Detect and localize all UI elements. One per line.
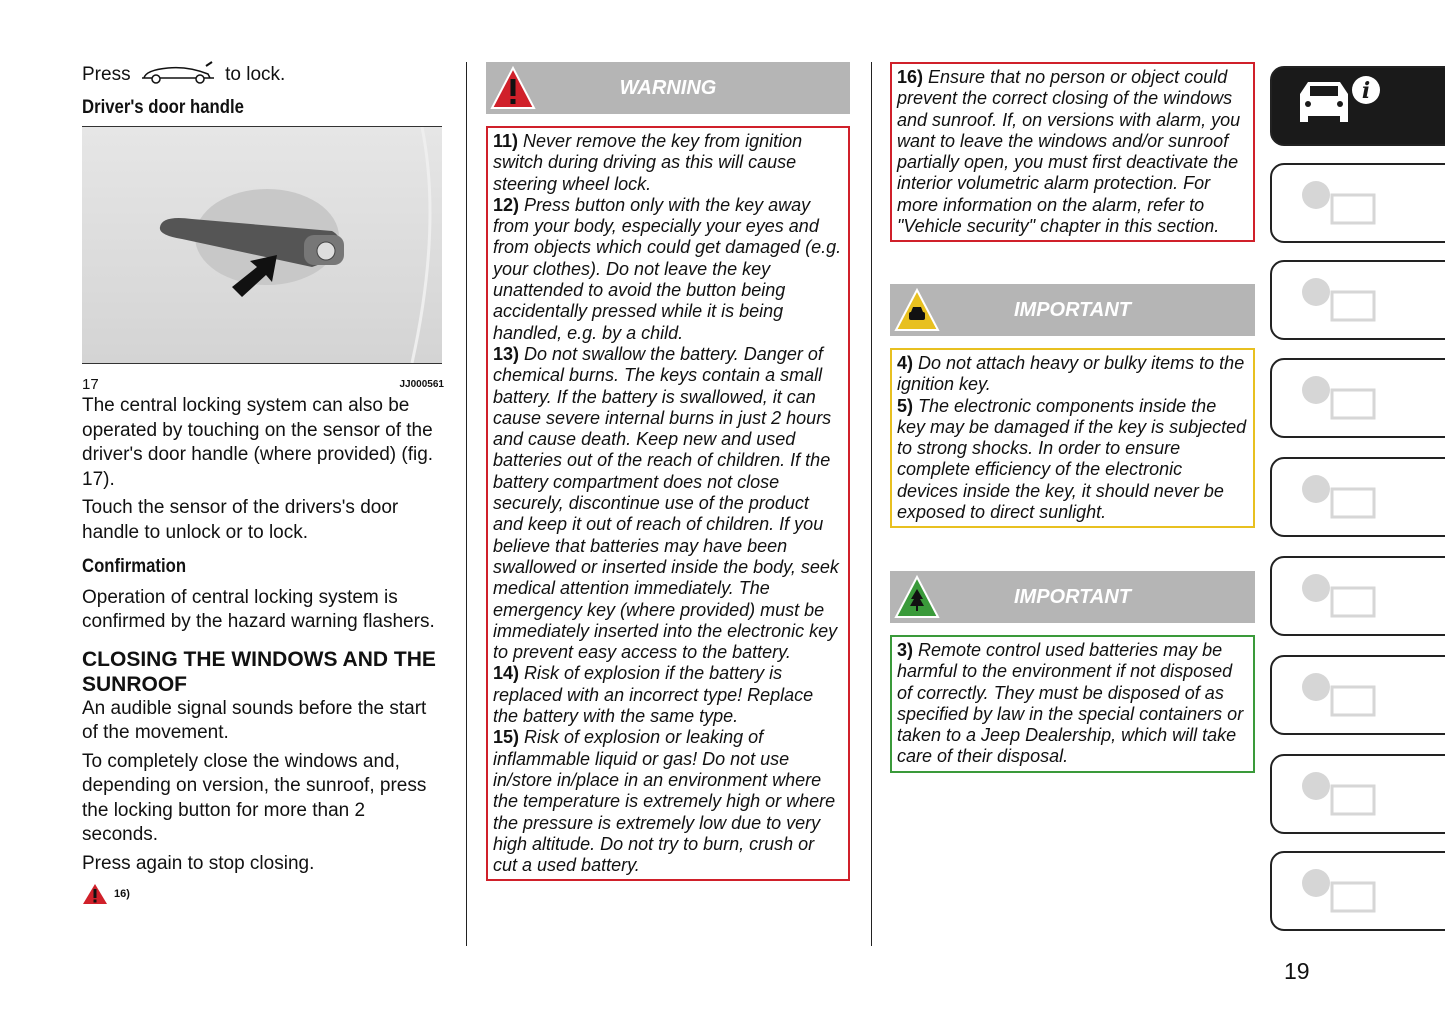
chapter-tab-car-info[interactable] [1270, 66, 1445, 146]
note-number: 13) [493, 343, 520, 364]
important-car-icon [894, 288, 940, 332]
chapter-tab-safety[interactable] [1270, 260, 1445, 340]
note-item [493, 195, 843, 344]
environment-tree-icon [894, 575, 940, 619]
important-box-key [890, 348, 1255, 528]
paragraph: Touch the sensor of the drivers's door handle to unlock or to lock. [82, 497, 399, 543]
heading-confirmation: Confirmation [82, 556, 187, 577]
door-handle-figure [82, 126, 442, 364]
important-box-environment [890, 635, 1255, 773]
note-number: 4) [897, 353, 914, 373]
note-number: 3) [897, 640, 914, 660]
paragraph: The central locking system can also be operated by touching on the sensor of the driver's door handle (where provided) (fig. 17). [82, 395, 434, 490]
warning-triangle-icon [82, 883, 108, 905]
chapter-tab-starting-driving[interactable] [1270, 358, 1445, 438]
chapter-tab-emergency[interactable] [1270, 457, 1445, 537]
note-number: 5) [897, 395, 914, 416]
index-icon [1292, 861, 1382, 922]
column-divider [466, 62, 467, 946]
note-text: The electronic components inside the key may be damaged if the key is subjected to strong shocks. In order to ensure complete efficiency of the electronic devices inside the key, it should never be exposed to direct sunlight. [897, 395, 1247, 523]
figure-code: JJ000561 [399, 379, 444, 390]
emergency-icon [1292, 467, 1382, 528]
safety-icon [1292, 270, 1382, 331]
multimedia-icon [1292, 764, 1382, 825]
warning-header: WARNING [486, 62, 850, 114]
warning-box [486, 126, 850, 881]
note-text: Risk of explosion if the battery is replaced with an incorrect type! Replace the battery with the same type. [493, 663, 814, 727]
heading-closing-windows: CLOSING THE WINDOWS AND THE SUNROOF [82, 647, 436, 696]
chapter-tab-index[interactable] [1270, 851, 1445, 931]
note-item [897, 353, 1248, 396]
paragraph: An audible signal sounds before the start of the movement. [82, 697, 427, 743]
page-number: 19 [1284, 958, 1310, 984]
note-number: 11) [493, 131, 519, 151]
chapter-tab-technical-data[interactable] [1270, 655, 1445, 735]
note-item [493, 727, 843, 876]
important-header-key: IMPORTANT [890, 284, 1255, 336]
figure-number: 17 [82, 376, 99, 393]
left-column [82, 60, 444, 907]
warning-reference: 16) [114, 888, 130, 900]
note-text: Risk of explosion or leaking of inflammable liquid or gas! Do not use in/store in/place in an environment where the temperature is extremely high or where the pressure is extremely low due to very high altitude. Do not try to burn, crush or cut a used battery. [493, 727, 836, 876]
technical-data-icon [1292, 665, 1382, 726]
note-number: 14) [493, 663, 520, 684]
note-item [897, 640, 1248, 768]
note-text: Remote control used batteries may be harmful to the environment if not disposed of correctly. They must be disposed of as specified by law in the special containers or taken to a Jeep Dealership, which will take care of their disposal. [897, 640, 1244, 767]
press-to-lock: Press to lock. [82, 60, 444, 88]
car-lock-icon [140, 60, 216, 84]
note-number: 15) [493, 727, 520, 748]
note-text: Never remove the key from ignition switch during driving as this will cause steering wheel lock. [493, 131, 803, 194]
note-item [897, 396, 1248, 524]
note-item [493, 131, 843, 195]
warning-note-16: 16) Ensure that no person or object could prevent the correct closing of the windows and sunroof. If, on versions with alarm, you want to leave the windows and/or sunroof partially open, you must first deactivate the interior volumetric alarm protection. For more information on the alarm, refer to "Vehicle security" chapter in this section. [890, 62, 1255, 242]
chapter-tab-maintenance[interactable] [1270, 556, 1445, 636]
warning-lights-icon [1292, 173, 1382, 234]
note-text: Do not swallow the battery. Danger of chemical burns. The keys contain a small battery. If the battery is swallowed, it can cause severe internal burns in just 2 hours and cause death. Keep new and used batteries out of the reach of children. If the battery compartment does not close securely, discontinue use of the product and keep it out of reach of children. If you believe that batteries may have been swallowed or inserted inside the body, seek medical attention immediately. The emergency key (where provided) must be immediately inserted into the electronic key to prevent easy access to the battery. [493, 343, 839, 663]
note-item [493, 663, 843, 727]
car-info-icon [1292, 74, 1392, 139]
paragraph: Operation of central locking system is confirmed by the hazard warning flashers. [82, 586, 435, 632]
paragraph: Press again to stop closing. [82, 852, 315, 874]
column-divider [871, 62, 872, 946]
svg-text:i: i [1361, 77, 1371, 104]
note-text: Do not attach heavy or bulky items to the ignition key. [897, 353, 1245, 395]
maintenance-icon [1292, 566, 1382, 627]
chapter-tab-multimedia[interactable] [1270, 754, 1445, 834]
door-handle-illustration [82, 127, 442, 363]
note-item [493, 344, 843, 663]
paragraph: To completely close the windows and, depending on version, the sunroof, press the locking button for more than 2 seconds. [82, 750, 427, 845]
note-number: 12) [493, 194, 520, 215]
warning-triangle-icon [490, 66, 536, 110]
chapter-tab-warning-lights[interactable] [1270, 163, 1445, 243]
heading-drivers-door-handle: Driver's door handle [82, 96, 244, 118]
starting-driving-icon [1292, 368, 1382, 429]
note-text: Press button only with the key away from your body, especially your eyes and from objects which could get damaged (e.g. your clothes). Do not leave the key unattended to avoid the button being accidentally pressed while it is being handled, e.g. by a child. [493, 194, 842, 343]
important-header-environment: IMPORTANT [890, 571, 1255, 623]
